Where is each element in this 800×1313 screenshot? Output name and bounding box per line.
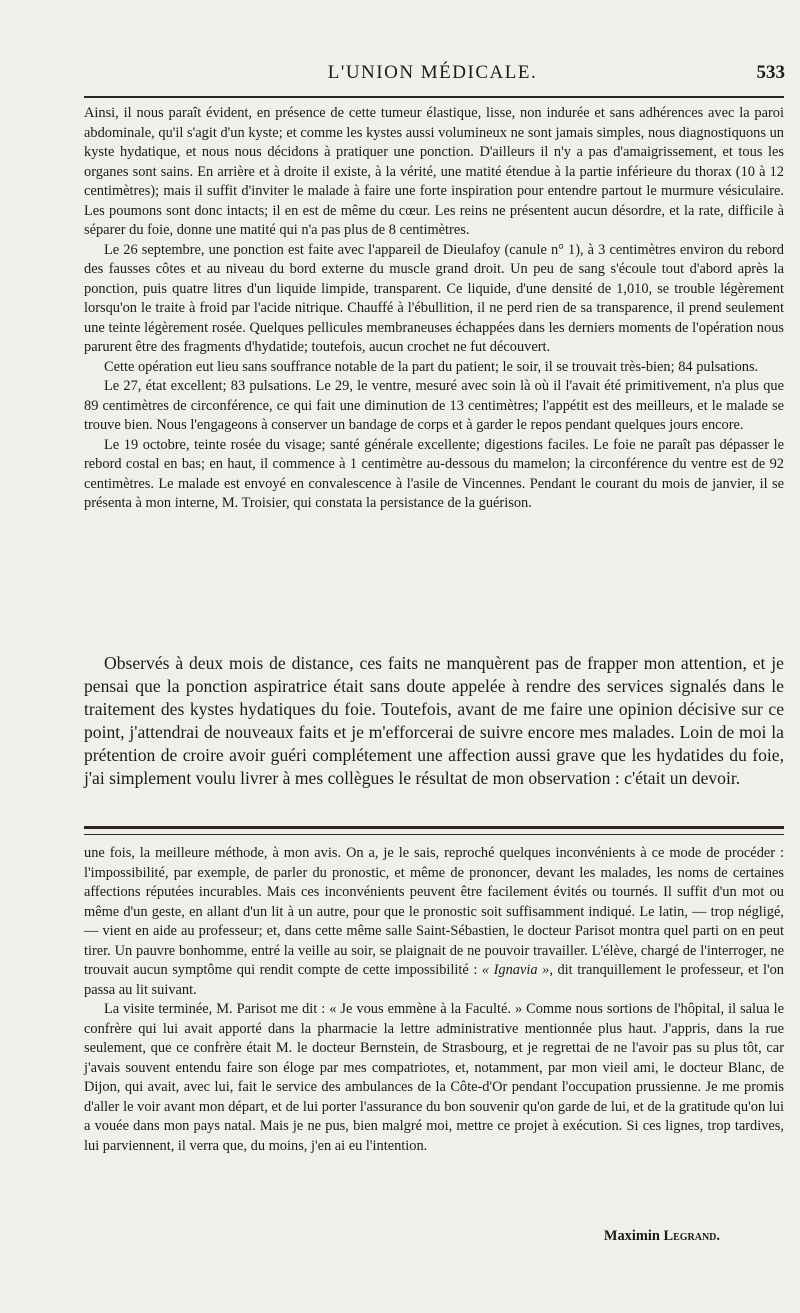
latin-quote: « Ignavia » [481, 962, 550, 978]
feuilleton-text: , dit tranquillement le professeur, et l'on passa au lit suivant. [84, 962, 784, 998]
running-header [80, 58, 785, 88]
conclusion-paragraph: Observés à deux mois de distance, ces faits ne manquèrent pas de frapper mon attention, et je pensai que la ponction aspiratrice était sans doute appelée à rendre des services signalés dans le traitement des kystes hydatiques du foie. Toutefois, avant de me faire une opinion décisive sur ce point, j'attendrai de nouveaux faits et je m'efforcerai de suivre encore mes malades. Loin de moi la prétention de croire avoir guéri complétement une affection aussi grave que les hydatides du foie, j'ai simplement voulu livrer à mes collègues le résultat de mon observation : c'était un devoir. [84, 653, 784, 788]
author-signature [604, 1228, 720, 1245]
header-rule [84, 96, 784, 98]
signature-last-name: Legrand. [663, 1228, 720, 1244]
conclusion-block [84, 652, 784, 790]
journal-title: L'UNION MÉDICALE. [327, 62, 538, 83]
paragraph: Le 27, état excellent; 83 pulsations. Le 29, le ventre, mesuré avec soin là où il l'avait été primitivement, n'a plus que 89 centimètres de circonférence, ce qui fait une diminution de 13 centimètres; l'appétit est des meilleurs, et le malade se trouve bien. Nous l'engageons à conserver un bandage de corps et à garder le repos pendant quelques jours encore. [84, 378, 784, 433]
feuilleton-paragraph: La visite terminée, M. Parisot me dit : « Je vous emmène à la Faculté. » Comme nous sortions de l'hôpital, il salua le confrère qui lui avait apporté dans la pharmacie la lettre administrative mentionnée plus haut. J'appris, dans la rue seulement, que ce confrère était M. le docteur Bernstein, de Strasbourg, et je regrettai de ne l'avoir pas su plus tôt, car j'avais souvent entendu faire son éloge par mes compatriotes, et, notamment, par mon vieil ami, le docteur Blanc, de Dijon, qui avait, avec lui, fait le service des ambulances de la Côte-d'Or pendant l'occupation prussienne. Je me promis d'aller le voir avant mon départ, et de lui porter l'assurance du bon souvenir qu'on garde de lui, et de la gratitude qu'on lui a vouée dans mon pays natal. Mais je ne pus, bien malgré moi, mettre ce projet à exécution. Si ces lignes, trop tardives, lui parviennent, il verra que, du moins, j'en ai eu l'intention. [84, 1001, 784, 1154]
feuilleton-paragraph [84, 844, 784, 1000]
article-body [84, 104, 784, 514]
paragraph: Le 19 octobre, teinte rosée du visage; santé générale excellente; digestions faciles. Le foie ne paraît pas dépasser le rebord costal en bas; en haut, il commence à 1 centimètre au-dessous du mamelon; la circonférence du ventre est de 92 centimètres. Le malade est envoyé en convalescence à l'asile de Vincennes. Pendant le courant du mois de janvier, il se présenta à mon interne, M. Troisier, qui constata la persistance de la guérison. [84, 436, 784, 511]
feuilleton-text: une fois, la meilleure méthode, à mon avis. On a, je le sais, reproché quelques inconvénients à ce mode de procéder : l'impossibilité, par exemple, de parler du pronostic, et même de prononcer, devant les malades, les noms de certaines affections réputées incurables. Mais ces inconvénients peuvent être facilement évités ou tournés. Il suffit d'un mot ou même d'un geste, en allant d'un lit à un autre, pour que le pronostic soit suffisamment indiqué. Le latin, — trop négligé, — vient en aide au professeur; et, dans cette même salle Saint-Sébastien, le docteur Parisot montra quel parti on en peut tirer. Un pauvre bonhomme, entré la veille au soir, se plaignait de ne pouvoir travailler. L'élève, chargé de l'interroger, ne trouvait aucun symptôme qui rendit compte de cette impossibilité : [84, 845, 784, 978]
page-number: 533 [756, 62, 785, 83]
feuilleton [84, 844, 784, 1156]
paragraph: Ainsi, il nous paraît évident, en présence de cette tumeur élastique, lisse, non indurée et sans adhérences avec la paroi abdominale, qu'il s'agit d'un kyste; et comme les kystes aussi volumineux ne sont jamais simples, nous diagnostiquons un kyste hydatique, et nous nous décidons à pratiquer une ponction. D'ailleurs il n'y a pas d'amaigrissement, et tous les organes sont sains. En arrière et à droite il existe, à la vérité, une matité étendue à la partie inférieure du thorax (10 à 12 centimètres); mais il suffit d'inviter le malade à faire une forte inspiration pour entendre partout le murmure vésiculaire. Les poumons sont donc intacts; il en est de même du cœur. Les reins ne présentent aucun désordre, et la rate, difficile à séparer du foie, donne une matité qui n'a pas plus de 8 centimètres. [84, 105, 784, 238]
paragraph: Cette opération eut lieu sans souffrance notable de la part du patient; le soir, il se trouvait très-bien; 84 pulsations. [104, 358, 759, 375]
paragraph: Le 26 septembre, une ponction est faite avec l'appareil de Dieulafoy (canule n° 1), à 3 centimètres environ du rebord des fausses côtes et au niveau du bord externe du muscle grand droit. Un peu de sang s'écoule tout d'abord après la ponction, puis quatre litres d'un liquide limpide, transparent. Ce liquide, d'une densité de 1,010, se trouble légèrement lorsqu'on le traite à froid par l'acide nitrique. Chauffé à l'ébullition, il ne perd rien de sa transparence, il prend seulement une teinte légèrement rosée. Quelques pellicules membraneuses échappées dans les derniers moments de l'opération nous parurent être des fragments d'hydatide; toutefois, aucun crochet ne fut découvert. [84, 241, 784, 355]
signature-first-name: Maximin [603, 1228, 660, 1244]
feuilleton-separator [84, 826, 784, 835]
